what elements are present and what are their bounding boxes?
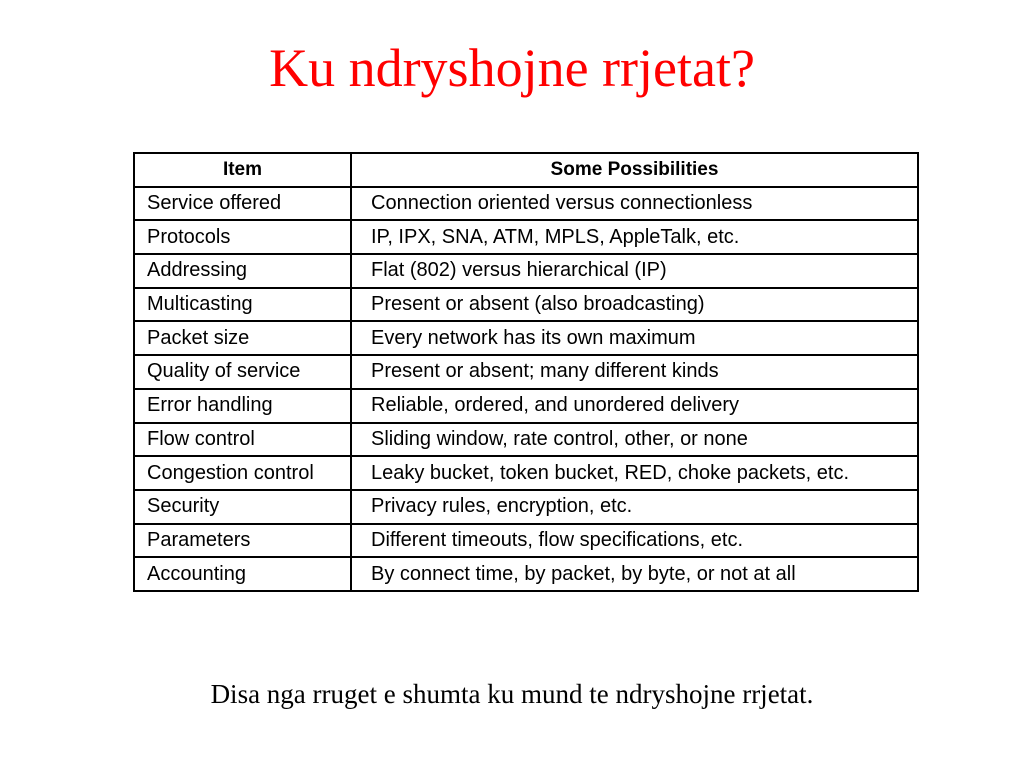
item-cell: Service offered <box>134 187 351 221</box>
table-row <box>134 355 918 389</box>
table-row <box>134 187 918 221</box>
table-row <box>134 254 918 288</box>
item-cell: Security <box>134 490 351 524</box>
possibilities-cell: Present or absent (also broadcasting) <box>351 288 918 322</box>
item-cell: Multicasting <box>134 288 351 322</box>
item-cell: Addressing <box>134 254 351 288</box>
table-header-row <box>134 153 918 187</box>
item-cell: Parameters <box>134 524 351 558</box>
table-row <box>134 456 918 490</box>
item-cell: Quality of service <box>134 355 351 389</box>
table-row <box>134 524 918 558</box>
possibilities-cell: Present or absent; many different kinds <box>351 355 918 389</box>
table-row <box>134 557 918 591</box>
table-row <box>134 220 918 254</box>
item-cell: Packet size <box>134 321 351 355</box>
comparison-table-container <box>133 152 917 592</box>
table-row <box>134 423 918 457</box>
slide-caption: Disa nga rruget e shumta ku mund te ndryshojne rrjetat. <box>210 679 814 709</box>
table-row <box>134 389 918 423</box>
possibilities-cell: Flat (802) versus hierarchical (IP) <box>351 254 918 288</box>
possibilities-cell: Connection oriented versus connectionless <box>351 187 918 221</box>
item-cell: Error handling <box>134 389 351 423</box>
item-cell: Protocols <box>134 220 351 254</box>
possibilities-cell: Different timeouts, flow specifications, etc. <box>351 524 918 558</box>
header-some-possibilities: Some Possibilities <box>351 153 918 187</box>
possibilities-cell: Sliding window, rate control, other, or none <box>351 423 918 457</box>
item-cell: Congestion control <box>134 456 351 490</box>
possibilities-cell: Leaky bucket, token bucket, RED, choke packets, etc. <box>351 456 918 490</box>
item-cell: Flow control <box>134 423 351 457</box>
possibilities-cell: By connect time, by packet, by byte, or not at all <box>351 557 918 591</box>
table-row <box>134 288 918 322</box>
possibilities-cell: IP, IPX, SNA, ATM, MPLS, AppleTalk, etc. <box>351 220 918 254</box>
slide-title: Ku ndryshojne rrjetat? <box>269 38 755 98</box>
header-item: Item <box>134 153 351 187</box>
table-row <box>134 321 918 355</box>
item-cell: Accounting <box>134 557 351 591</box>
comparison-table <box>133 152 919 592</box>
possibilities-cell: Reliable, ordered, and unordered delivery <box>351 389 918 423</box>
possibilities-cell: Every network has its own maximum <box>351 321 918 355</box>
table-row <box>134 490 918 524</box>
possibilities-cell: Privacy rules, encryption, etc. <box>351 490 918 524</box>
